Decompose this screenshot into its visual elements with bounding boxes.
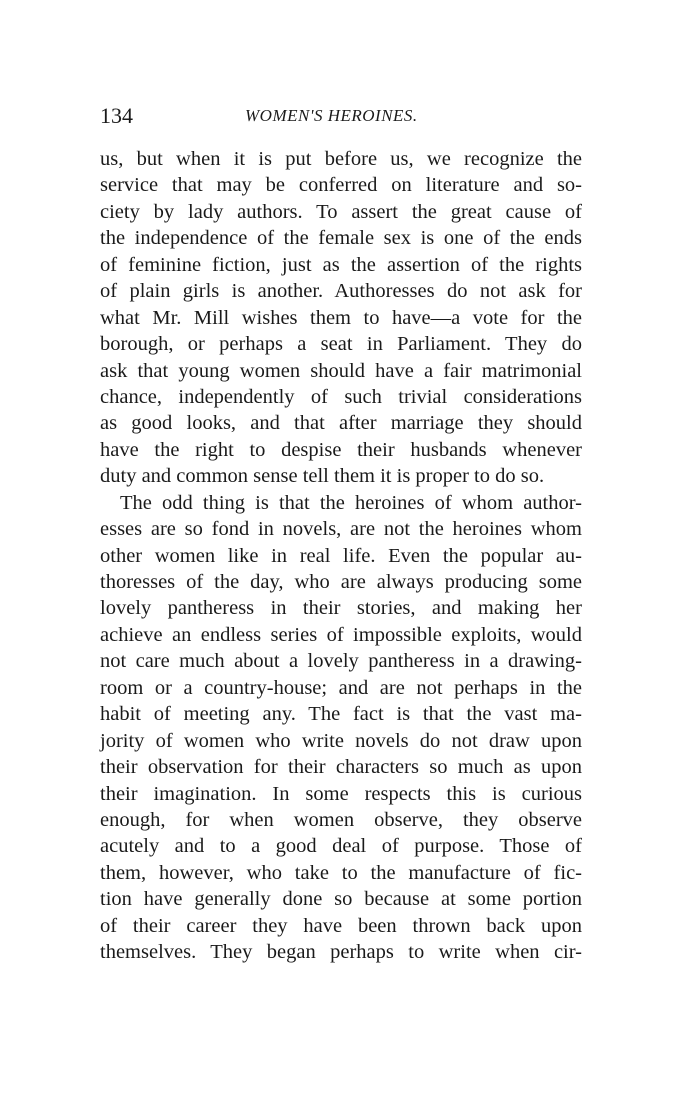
text-line: their imagination. In some respects this is curious [100, 782, 582, 805]
text-line: the independence of the female sex is one of the ends [100, 227, 582, 250]
text-line: them, however, who take to the manufacture of fic- [100, 861, 582, 884]
text-line: lovely pantheress in their stories, and making her [100, 597, 582, 620]
text-line: as good looks, and that after marriage they should [100, 412, 582, 435]
text-line: their observation for their characters so much as upon [100, 756, 582, 779]
text-line: what Mr. Mill wishes them to have—a vote for the [100, 306, 582, 329]
text-line: achieve an endless series of impossible exploits, would [100, 623, 582, 646]
text-line: room or a country-house; and are not perhaps in the [100, 676, 582, 699]
text-line: enough, for when women observe, they observe [100, 808, 582, 831]
text-line: themselves. They began perhaps to write when cir- [100, 941, 582, 964]
text-line: of plain girls is another. Authoresses do not ask for [100, 280, 582, 303]
paragraph-first-line: The odd thing is that the heroines of whom author- [120, 491, 582, 514]
text-line: other women like in real life. Even the popular au- [100, 544, 582, 567]
paragraph-last-line: duty and common sense tell them it is proper to do so. [100, 465, 545, 488]
text-line: of their career they have been thrown back upon [100, 914, 582, 937]
text-line: borough, or perhaps a seat in Parliament. They do [100, 333, 582, 356]
text-line: not care much about a lovely pantheress in a drawing- [100, 650, 582, 673]
text-line: ask that young women should have a fair matrimonial [100, 359, 582, 382]
page-header [100, 103, 582, 133]
text-line: jority of women who write novels do not draw upon [100, 729, 582, 752]
text-line: chance, independently of such trivial considerations [100, 385, 582, 408]
text-line: us, but when it is put before us, we recognize the [100, 148, 582, 170]
text-line: service that may be conferred on literature and so- [100, 174, 582, 197]
text-line: acutely and to a good deal of purpose. Those of [100, 835, 582, 858]
text-line: tion have generally done so because at some portion [100, 888, 582, 911]
text-line: thoresses of the day, who are always producing some [100, 571, 582, 593]
text-line: ciety by lady authors. To assert the great cause of [100, 200, 582, 223]
body-text [100, 146, 582, 966]
text-line: have the right to despise their husbands whenever [100, 438, 582, 461]
text-line: esses are so fond in novels, are not the heroines whom [100, 518, 582, 541]
text-line: of feminine fiction, just as the assertion of the rights [100, 253, 582, 276]
text-line: habit of meeting any. The fact is that the vast ma- [100, 703, 582, 726]
running-title: WOMEN'S HEROINES. [245, 106, 418, 125]
page-number: 134 [100, 103, 133, 128]
